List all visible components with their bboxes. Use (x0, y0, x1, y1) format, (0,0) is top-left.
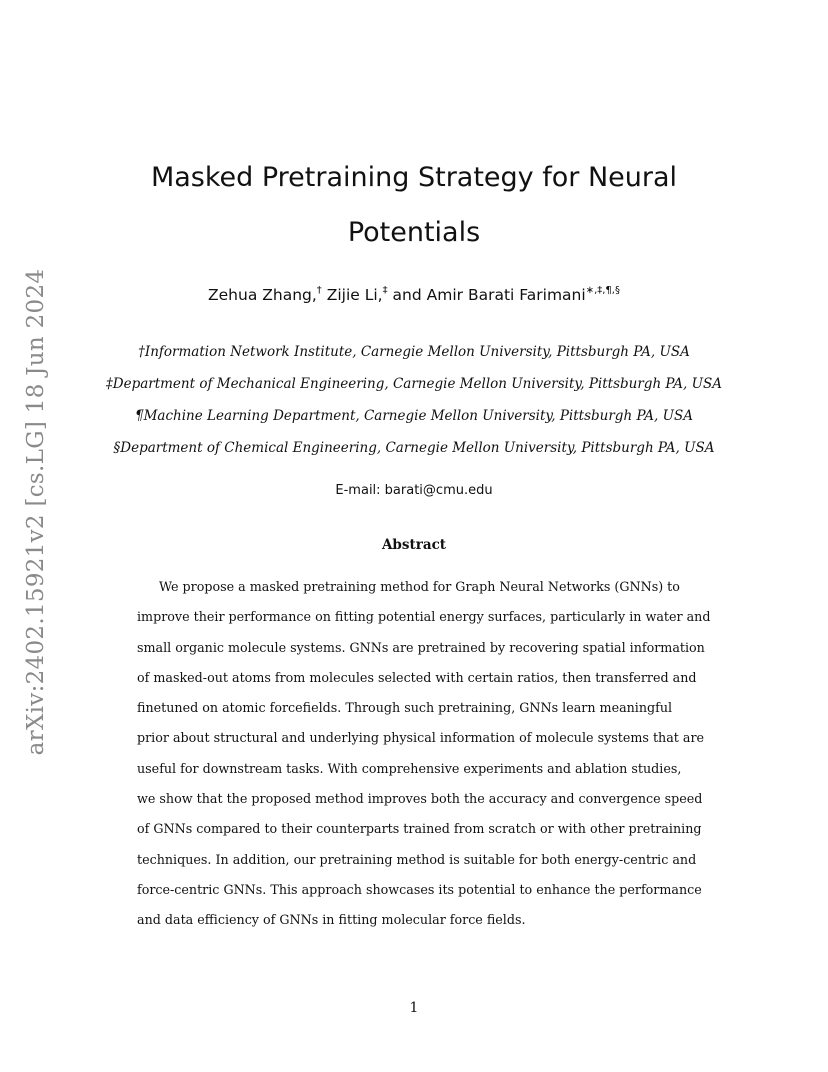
abstract-line: small organic molecule systems. GNNs are pretrained by recovering spatial information (137, 639, 705, 655)
page-number: 1 (409, 1000, 419, 1016)
abstract-line: techniques. In addition, our pretraining method is suitable for both energy-centric and (137, 851, 697, 867)
affiliation: §Department of Chemical Engineering, Carnegie Mellon University, Pittsburgh PA, USA (113, 440, 715, 456)
author-name: Zijie Li, (326, 286, 383, 304)
abstract-line: of GNNs compared to their counterparts trained from scratch or with other pretraining (137, 821, 702, 837)
title-line-2: Potentials (347, 217, 481, 248)
abstract-heading: Abstract (381, 537, 447, 553)
abstract-body (137, 572, 711, 936)
abstract-line: of masked-out atoms from molecules selected with certain ratios, then transferred and (137, 669, 697, 685)
paper-title (0, 150, 828, 260)
author-affiliation-mark: † (316, 285, 322, 296)
affiliation: ‡Department of Mechanical Engineering, Carnegie Mellon University, Pittsburgh PA, USA (106, 376, 722, 392)
affiliation: †Information Network Institute, Carnegie Mellon University, Pittsburgh PA, USA (138, 344, 690, 360)
title-line-1: Masked Pretraining Strategy for Neural (150, 162, 678, 193)
affiliation: ¶Machine Learning Department, Carnegie Mellon University, Pittsburgh PA, USA (135, 408, 693, 424)
abstract-line: finetuned on atomic forcefields. Through such pretraining, GNNs learn meaningful (137, 700, 673, 716)
abstract-line: useful for downstream tasks. With comprehensive experiments and ablation studies, (137, 760, 682, 776)
contact-email: E-mail: barati@cmu.edu (335, 483, 493, 498)
author-name: Amir Barati Farimani (426, 286, 586, 304)
author-list (0, 285, 828, 304)
author-affiliation-mark: ‡ (382, 285, 388, 296)
abstract-line: improve their performance on fitting potential energy surfaces, particularly in water and (137, 609, 711, 625)
abstract-line: prior about structural and underlying physical information of molecule systems that are (137, 730, 705, 746)
arxiv-identifier-stamp: arXiv:2402.15921v2 [cs.LG] 18 Jun 2024 (23, 268, 49, 756)
abstract-line: We propose a masked pretraining method for Graph Neural Networks (GNNs) to (159, 579, 680, 594)
abstract-line: and data efficiency of GNNs in fitting molecular force fields. (137, 912, 526, 928)
author-name: Zehua Zhang, (208, 286, 317, 304)
author-affiliation-mark: ∗,‡,¶,§ (585, 285, 620, 296)
affiliation-list (0, 336, 828, 464)
abstract-line: we show that the proposed method improves both the accuracy and convergence speed (137, 791, 703, 807)
abstract-line: force-centric GNNs. This approach showcases its potential to enhance the performance (137, 881, 702, 897)
author-separator: and (392, 286, 422, 304)
